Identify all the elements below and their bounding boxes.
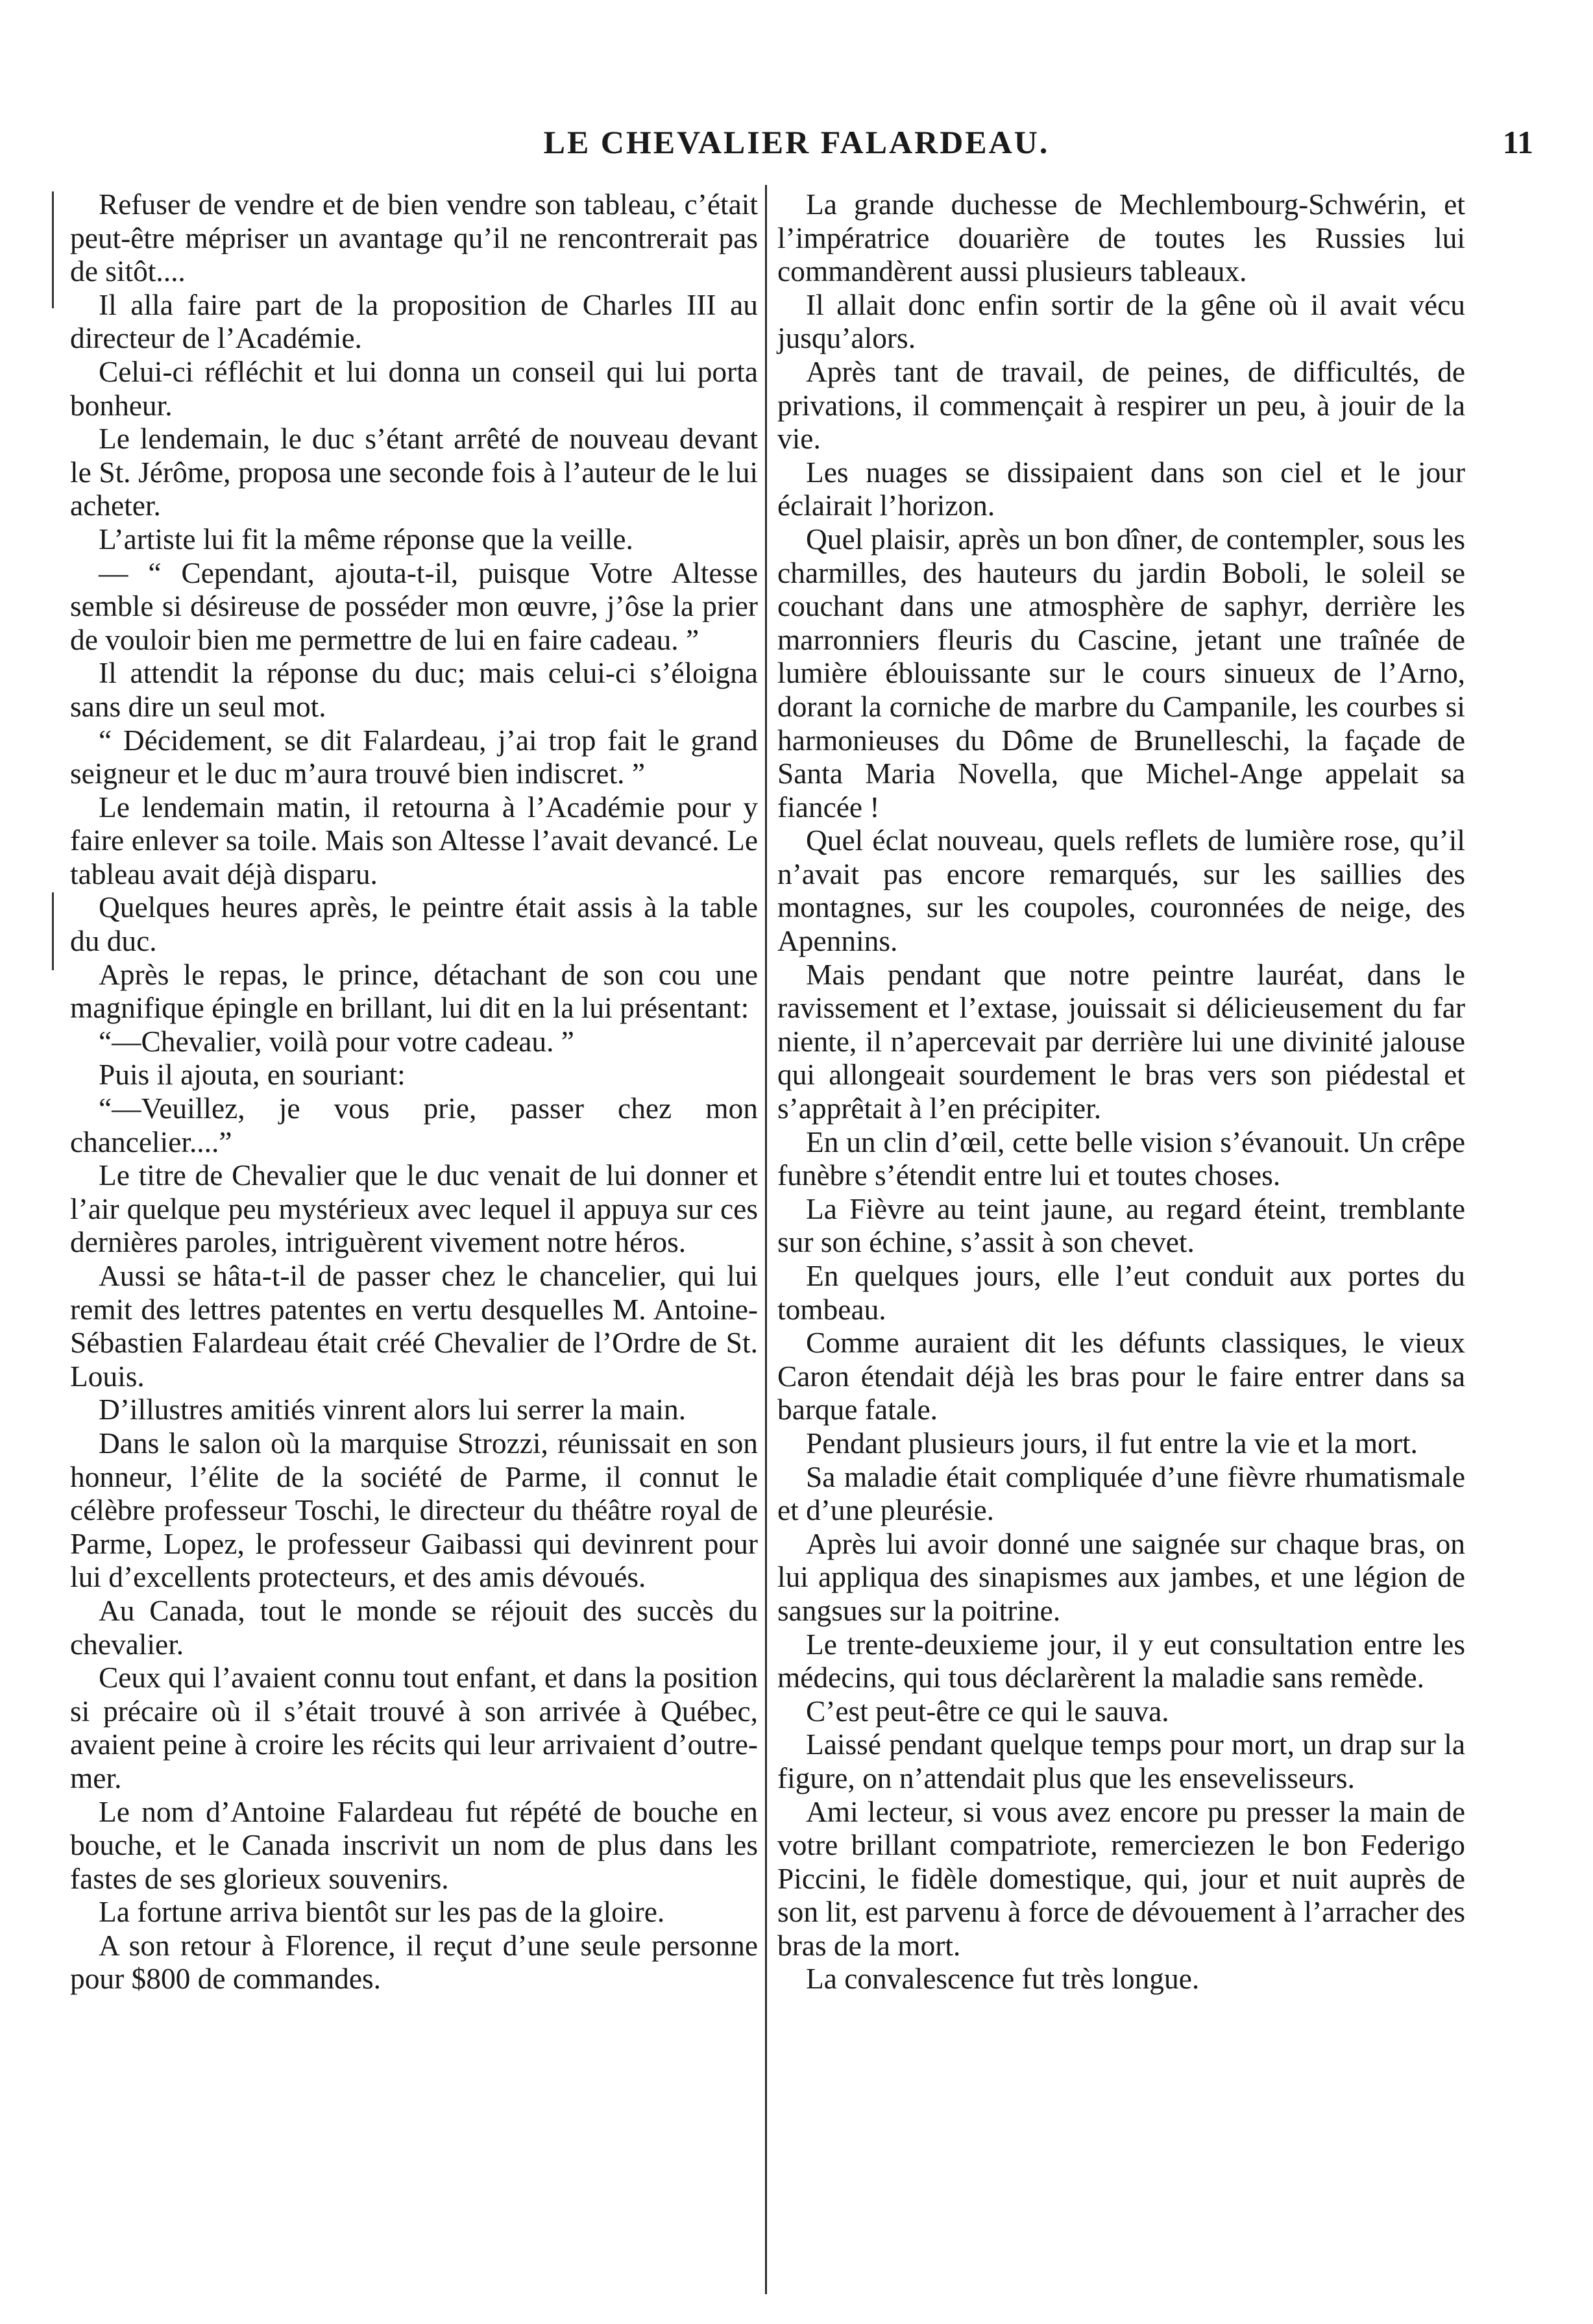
paragraph: Après le repas, le prince, détachant de son cou une magnifique épingle en brillant, lui dit en la lui présentant:: [70, 958, 758, 1025]
paragraph: Après lui avoir donné une saignée sur chaque bras, on lui appliqua des sinapismes aux jambes, et une légion de sangsues sur la poitrine.: [777, 1527, 1465, 1627]
paragraph: Il allait donc enfin sortir de la gêne où il avait vécu jusqu’alors.: [777, 288, 1465, 355]
paragraph: Le lendemain, le duc s’étant arrêté de nouveau devant le St. Jérôme, proposa une seconde fois à l’auteur de le lui acheter.: [70, 422, 758, 522]
paragraph: “ Décidement, se dit Falardeau, j’ai trop fait le grand seigneur et le duc m’aura trouvé bien indiscret. ”: [70, 724, 758, 790]
paragraph: “—Chevalier, voilà pour votre cadeau. ”: [99, 1025, 574, 1058]
paragraph: Le nom d’Antoine Falardeau fut répété de bouche en bouche, et le Canada inscrivit un nom de plus dans les fastes de ses glorieux souvenirs.: [70, 1795, 758, 1895]
paragraph: Il alla faire part de la proposition de Charles III au directeur de l’Académie.: [70, 288, 758, 355]
paragraph: La Fièvre au teint jaune, au regard éteint, tremblante sur son échine, s’assit à son chevet.: [777, 1192, 1465, 1259]
right-column: [777, 188, 1465, 2258]
paragraph: Pendant plusieurs jours, il fut entre la vie et la mort.: [806, 1426, 1418, 1460]
paragraph: — “ Cependant, ajouta-t-il, puisque Votre Altesse semble si désireuse de posséder mon œuvre, j’ôse la prier de vouloir bien me permettre de lui en faire cadeau. ”: [70, 556, 758, 656]
running-title: LE CHEVALIER FALARDEAU.: [543, 124, 1050, 160]
paragraph: Ami lecteur, si vous avez encore pu presser la main de votre brillant compatriote, remerciezen le bon Federigo Piccini, le fidèle domestique, qui, jour et nuit auprès de son lit, est parvenu à force de dévouement à l’arracher des bras de la mort.: [777, 1795, 1465, 1962]
paragraph: En un clin d’œil, cette belle vision s’évanouit. Un crêpe funèbre s’étendit entre lui et toutes choses.: [777, 1125, 1465, 1192]
paragraph: “—Veuillez, je vous prie, passer chez mon chancelier....”: [70, 1092, 758, 1158]
running-head: [0, 123, 1593, 169]
paragraph: Celui-ci réfléchit et lui donna un conseil qui lui porta bonheur.: [70, 355, 758, 422]
paragraph: Au Canada, tout le monde se réjouit des succès du chevalier.: [70, 1594, 758, 1661]
paragraph: Aussi se hâta-t-il de passer chez le chancelier, qui lui remit des lettres patentes en vertu desquelles M. Antoine-Sébastien Falardeau était créé Chevalier de l’Ordre de St. Louis.: [70, 1260, 758, 1393]
paragraph: Quel éclat nouveau, quels reflets de lumière rose, qu’il n’avait pas encore remarqués, sur les saillies des montagnes, sur les coupoles, couronnées de neige, des Apennins.: [777, 824, 1465, 958]
paragraph: L’artiste lui fit la même réponse que la veille.: [99, 522, 633, 556]
paragraph: Laissé pendant quelque temps pour mort, un drap sur la figure, on n’attendait plus que les ensevelisseurs.: [777, 1728, 1465, 1794]
paragraph: Le titre de Chevalier que le duc venait de lui donner et l’air quelque peu mystérieux avec lequel il appuya sur ces dernières paroles, intriguèrent vivement notre héros.: [70, 1159, 758, 1259]
page-number: 11: [1502, 124, 1533, 160]
paragraph: La grande duchesse de Mechlembourg-Schwérin, et l’impératrice douarière de toutes les Russies lui commandèrent aussi plusieurs tableaux.: [777, 188, 1465, 288]
paragraph: La fortune arriva bientôt sur les pas de la gloire.: [99, 1896, 665, 1929]
paragraph: Le lendemain matin, il retourna à l’Académie pour y faire enlever sa toile. Mais son Altesse l’avait devancé. Le tableau avait déjà disparu.: [70, 790, 758, 890]
paragraph: Dans le salon où la marquise Strozzi, réunissait en son honneur, l’élite de la société de Parme, il connut le célèbre professeur Toschi, le directeur du théâtre royal de Parme, Lopez, le professeur Gaibassi qui devinrent pour lui d’excellents protecteurs, et des amis dévoués.: [70, 1426, 758, 1594]
paragraph: Sa maladie était compliquée d’une fièvre rhumatismale et d’une pleurésie.: [777, 1460, 1465, 1527]
paragraph: D’illustres amitiés vinrent alors lui serrer la main.: [99, 1393, 687, 1426]
paragraph: Après tant de travail, de peines, de difficultés, de privations, il commençait à respirer un peu, à jouir de la vie.: [777, 355, 1465, 456]
paragraph: Puis il ajouta, en souriant:: [99, 1058, 406, 1092]
margin-mark: [52, 191, 54, 308]
paragraph: Le trente-deuxieme jour, il y eut consultation entre les médecins, qui tous déclarèrent la maladie sans remède.: [777, 1628, 1465, 1694]
paragraph: La convalescence fut très longue.: [806, 1963, 1200, 1996]
column-divider: [765, 185, 767, 2294]
paragraph: C’est peut-être ce qui le sauva.: [806, 1694, 1169, 1728]
paragraph: Mais pendant que notre peintre lauréat, dans le ravissement et l’extase, jouissait si délicieusement du far niente, il n’apercevait par derrière lui une divinité jalouse qui allongeait sourdement le bras vers son piédestal et s’apprêtait à l’en précipiter.: [777, 958, 1465, 1125]
paragraph: Refuser de vendre et de bien vendre son tableau, c’était peut-être mépriser un avantage qu’il ne rencontrerait pas de sitôt....: [70, 188, 758, 288]
paragraph: En quelques jours, elle l’eut conduit aux portes du tombeau.: [777, 1260, 1465, 1326]
left-column: [70, 188, 758, 2258]
paragraph: A son retour à Florence, il reçut d’une seule personne pour $800 de commandes.: [70, 1929, 758, 1996]
margin-mark: [52, 892, 54, 970]
paragraph: Il attendit la réponse du duc; mais celui-ci s’éloigna sans dire un seul mot.: [70, 657, 758, 723]
paragraph: Comme auraient dit les défunts classiques, le vieux Caron étendait déjà les bras pour le faire entrer dans sa barque fatale.: [777, 1327, 1465, 1426]
paragraph: Quelques heures après, le peintre était assis à la table du duc.: [70, 891, 758, 958]
paragraph: Ceux qui l’avaient connu tout enfant, et dans la position si précaire où il s’était trouvé à son arrivée à Québec, avaient peine à croire les récits qui leur arrivaient d’outre-mer.: [70, 1661, 759, 1794]
paragraph: Les nuages se dissipaient dans son ciel et le jour éclairait l’horizon.: [777, 456, 1465, 522]
paragraph: Quel plaisir, après un bon dîner, de contempler, sous les charmilles, des hauteurs du jardin Boboli, le soleil se couchant dans une atmosphère de saphyr, derrière les marronniers fleuris du Cascine, jetant une traînée de lumière éblouissante sur le cours sinueux de l’Arno, dorant la corniche de marbre du Campanile, les courbes si harmonieuses du Dôme de Brunelleschi, la façade de Santa Maria Novella, que Michel-Ange appelait sa fiancée !: [777, 522, 1465, 824]
